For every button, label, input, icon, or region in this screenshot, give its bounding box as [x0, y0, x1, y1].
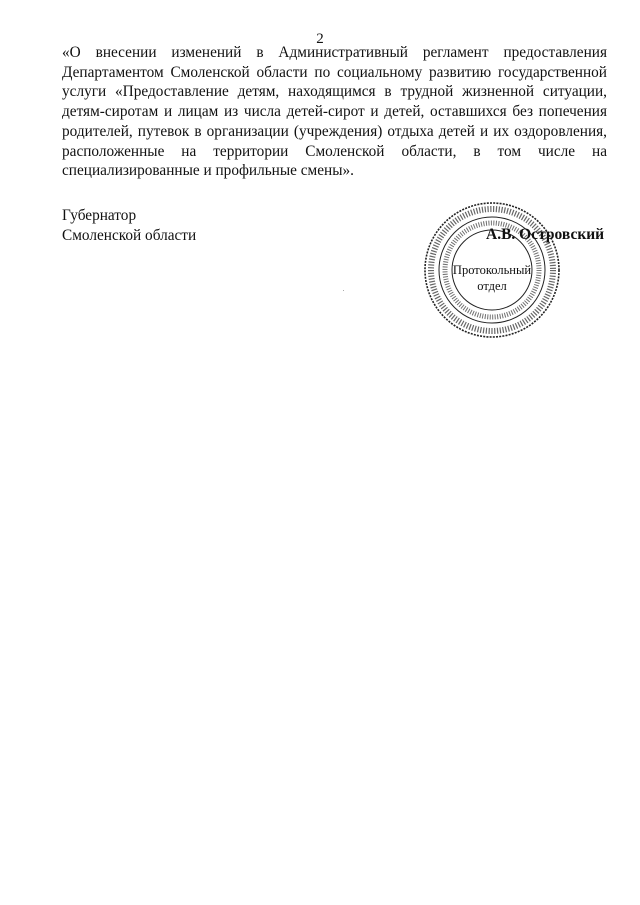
- paragraph-line: услуги «Предоставление детям, находящимся в трудной жизненной ситуации,: [62, 83, 607, 101]
- stamp-center-text: Протокольный: [452, 263, 532, 277]
- official-stamp: [422, 200, 562, 340]
- stamp-center: [422, 262, 562, 294]
- signatory-title-line: Смоленской области: [62, 226, 197, 244]
- paragraph-line: детям-сиротам и лицам из числа детей-сирот и детей, оставшихся без попечения: [62, 103, 607, 121]
- signatory-title-line: Губернатор: [62, 207, 137, 224]
- page-number: 2: [316, 31, 324, 47]
- scan-artifact: [343, 290, 344, 291]
- signatory-title: [62, 206, 196, 245]
- paragraph-line: специализированные и профильные смены».: [62, 162, 354, 180]
- stamp-center-text: отдел: [477, 279, 507, 293]
- signatory-name: А.В. Островский: [486, 226, 605, 243]
- paragraph-line: «О внесении изменений в Административный регламент предоставления: [62, 44, 607, 61]
- document-paragraph: [62, 43, 607, 181]
- paragraph-line: Департаментом Смоленской области по социальному развитию государственной: [62, 63, 607, 81]
- paragraph-line: расположенные на территории Смоленской области, в том числе на: [62, 142, 607, 160]
- paragraph-line: родителей, путевок в организации (учреждения) отдыха детей и их оздоровления,: [62, 122, 607, 140]
